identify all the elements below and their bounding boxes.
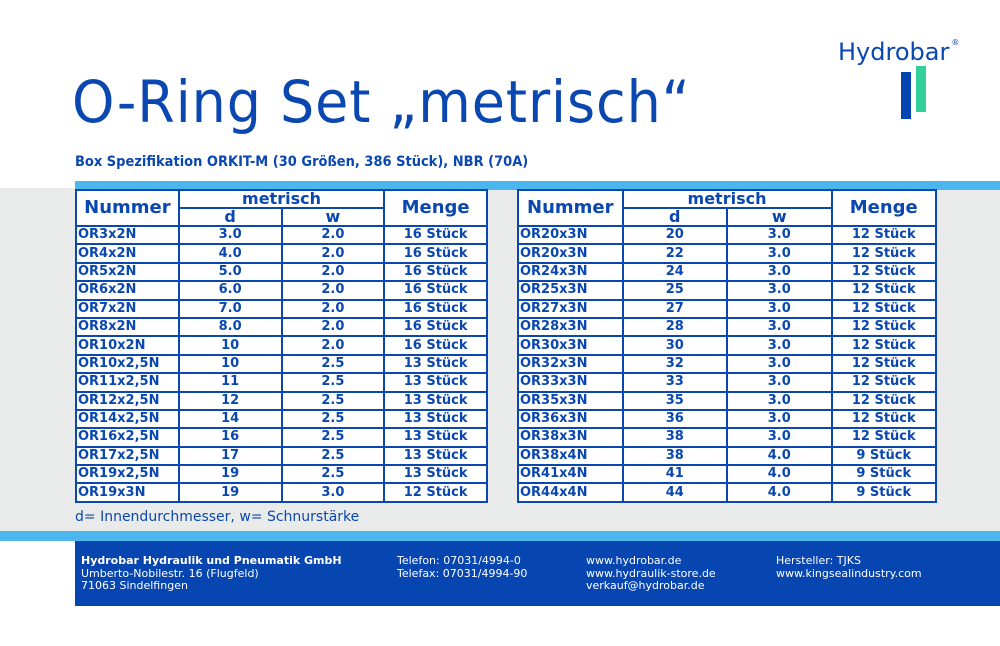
cell-d: 19: [179, 465, 282, 483]
logo-registered: ®: [951, 38, 960, 47]
cell-menge: 12 Stück: [832, 373, 937, 391]
cell-nummer: OR12x2,5N: [76, 392, 179, 410]
cell-d: 19: [179, 483, 282, 501]
cell-menge: 12 Stück: [832, 428, 937, 446]
table-row: [76, 447, 487, 465]
cell-nummer: OR19x2,5N: [76, 465, 179, 483]
cell-nummer: OR10x2N: [76, 336, 179, 354]
oring-table-right: [517, 189, 937, 503]
cell-w: 2.5: [282, 465, 385, 483]
cell-d: 30: [623, 336, 728, 354]
cell-w: 3.0: [727, 300, 832, 318]
table-row: [76, 428, 487, 446]
cell-menge: 13 Stück: [384, 428, 487, 446]
table-row: [76, 318, 487, 336]
oring-table-left: [75, 189, 488, 503]
legend-note: d= Innendurchmesser, w= Schnurstärke: [75, 509, 360, 525]
manufacturer: Hersteller: TJKS: [776, 554, 861, 567]
cell-d: 25: [623, 281, 728, 299]
cell-nummer: OR3x2N: [76, 226, 179, 244]
cell-nummer: OR38x3N: [518, 428, 623, 446]
cell-menge: 13 Stück: [384, 392, 487, 410]
cell-menge: 13 Stück: [384, 410, 487, 428]
page-title: O-Ring Set „metrisch“: [72, 68, 691, 136]
cell-w: 3.0: [727, 226, 832, 244]
cell-w: 3.0: [727, 373, 832, 391]
cell-nummer: OR4x2N: [76, 244, 179, 262]
cell-d: 6.0: [179, 281, 282, 299]
cell-w: 3.0: [727, 318, 832, 336]
cell-w: 4.0: [727, 483, 832, 501]
cell-nummer: OR30x3N: [518, 336, 623, 354]
fax: Telefax: 07031/4994-90: [397, 566, 528, 580]
table-row: [76, 226, 487, 244]
cell-w: 2.0: [282, 244, 385, 262]
cell-w: 3.0: [282, 483, 385, 501]
cell-menge: 12 Stück: [832, 318, 937, 336]
header-nummer: Nummer: [76, 190, 179, 226]
cell-menge: 12 Stück: [832, 410, 937, 428]
header-w: w: [727, 208, 832, 226]
cell-menge: 12 Stück: [832, 281, 937, 299]
manufacturer-link[interactable]: www.kingsealindustry.com: [776, 566, 922, 580]
cell-nummer: OR7x2N: [76, 300, 179, 318]
cell-menge: 12 Stück: [832, 392, 937, 410]
cell-nummer: OR41x4N: [518, 465, 623, 483]
cell-d: 10: [179, 336, 282, 354]
cell-nummer: OR17x2,5N: [76, 447, 179, 465]
cell-w: 2.5: [282, 428, 385, 446]
cell-w: 2.5: [282, 392, 385, 410]
table-row: [76, 373, 487, 391]
table-row: [518, 483, 936, 501]
cell-w: 3.0: [727, 336, 832, 354]
cell-menge: 9 Stück: [832, 465, 937, 483]
table-row: [76, 465, 487, 483]
table-row: [518, 244, 936, 262]
cell-w: 2.0: [282, 263, 385, 281]
cell-d: 4.0: [179, 244, 282, 262]
cell-d: 28: [623, 318, 728, 336]
cell-nummer: OR25x3N: [518, 281, 623, 299]
table-row: [518, 447, 936, 465]
cell-w: 3.0: [727, 355, 832, 373]
cell-d: 5.0: [179, 263, 282, 281]
cell-menge: 12 Stück: [832, 300, 937, 318]
table-row: [76, 410, 487, 428]
header-menge: Menge: [384, 190, 487, 226]
company-name: Hydrobar Hydraulik und Pneumatik GmbH: [81, 554, 342, 567]
cell-nummer: OR8x2N: [76, 318, 179, 336]
cell-w: 2.0: [282, 281, 385, 299]
cell-w: 2.0: [282, 318, 385, 336]
cell-nummer: OR44x4N: [518, 483, 623, 501]
table-row: [518, 263, 936, 281]
cell-w: 2.0: [282, 336, 385, 354]
cell-w: 3.0: [727, 428, 832, 446]
header-d: d: [179, 208, 282, 226]
cell-menge: 16 Stück: [384, 263, 487, 281]
table-row: [518, 300, 936, 318]
header-d: d: [623, 208, 728, 226]
cell-d: 7.0: [179, 300, 282, 318]
table-row: [76, 336, 487, 354]
table-row: [76, 281, 487, 299]
phone: Telefon: 07031/4994-0: [397, 554, 521, 567]
cell-nummer: OR10x2,5N: [76, 355, 179, 373]
header-nummer: Nummer: [518, 190, 623, 226]
cell-menge: 16 Stück: [384, 226, 487, 244]
cell-w: 2.5: [282, 373, 385, 391]
cell-w: 2.5: [282, 410, 385, 428]
cell-menge: 16 Stück: [384, 318, 487, 336]
cell-d: 3.0: [179, 226, 282, 244]
cell-w: 3.0: [727, 244, 832, 262]
cell-nummer: OR16x2,5N: [76, 428, 179, 446]
cell-d: 14: [179, 410, 282, 428]
table-row: [518, 465, 936, 483]
cell-nummer: OR6x2N: [76, 281, 179, 299]
header-metrisch: metrisch: [623, 190, 832, 208]
cell-d: 27: [623, 300, 728, 318]
table-row: [518, 392, 936, 410]
logo-wordmark: [838, 38, 959, 66]
cell-menge: 12 Stück: [832, 263, 937, 281]
cell-w: 2.0: [282, 226, 385, 244]
cell-nummer: OR19x3N: [76, 483, 179, 501]
cell-nummer: OR33x3N: [518, 373, 623, 391]
cell-menge: 12 Stück: [832, 355, 937, 373]
cell-menge: 13 Stück: [384, 373, 487, 391]
cell-nummer: OR20x3N: [518, 244, 623, 262]
cell-nummer: OR36x3N: [518, 410, 623, 428]
cell-d: 36: [623, 410, 728, 428]
cell-menge: 12 Stück: [832, 226, 937, 244]
cell-w: 2.5: [282, 355, 385, 373]
cell-w: 3.0: [727, 392, 832, 410]
cell-menge: 13 Stück: [384, 355, 487, 373]
cell-nummer: OR5x2N: [76, 263, 179, 281]
cell-menge: 12 Stück: [832, 336, 937, 354]
header-metrisch: metrisch: [179, 190, 385, 208]
cell-d: 24: [623, 263, 728, 281]
cell-w: 2.0: [282, 300, 385, 318]
cell-d: 44: [623, 483, 728, 501]
cell-menge: 16 Stück: [384, 300, 487, 318]
table-row: [518, 318, 936, 336]
footer: [75, 541, 1000, 606]
table-row: [76, 300, 487, 318]
header-menge: Menge: [832, 190, 937, 226]
cell-d: 17: [179, 447, 282, 465]
cell-nummer: OR24x3N: [518, 263, 623, 281]
cell-w: 3.0: [727, 281, 832, 299]
table-row: [76, 483, 487, 501]
cell-d: 8.0: [179, 318, 282, 336]
hydrobar-logo: [838, 38, 978, 123]
city: 71063 Sindelfingen: [81, 579, 188, 592]
cell-nummer: OR28x3N: [518, 318, 623, 336]
cell-menge: 13 Stück: [384, 465, 487, 483]
cell-nummer: OR20x3N: [518, 226, 623, 244]
subtitle: Box Spezifikation ORKIT-M (30 Größen, 386 Stück), NBR (70A): [75, 154, 529, 170]
cell-d: 20: [623, 226, 728, 244]
cell-d: 22: [623, 244, 728, 262]
cell-nummer: OR35x3N: [518, 392, 623, 410]
cell-d: 32: [623, 355, 728, 373]
cell-d: 33: [623, 373, 728, 391]
cell-nummer: OR11x2,5N: [76, 373, 179, 391]
table-row: [518, 226, 936, 244]
table-row: [76, 244, 487, 262]
cell-w: 2.5: [282, 447, 385, 465]
cell-d: 38: [623, 428, 728, 446]
cell-nummer: OR27x3N: [518, 300, 623, 318]
table-row: [518, 281, 936, 299]
logo-bar-blue: [901, 72, 911, 119]
cell-menge: 16 Stück: [384, 244, 487, 262]
cell-w: 3.0: [727, 410, 832, 428]
header-w: w: [282, 208, 385, 226]
table-row: [518, 355, 936, 373]
table-row: [76, 355, 487, 373]
table-row: [518, 373, 936, 391]
cell-d: 38: [623, 447, 728, 465]
table-row: [76, 263, 487, 281]
cell-d: 35: [623, 392, 728, 410]
store-link[interactable]: www.hydraulik-store.de: [586, 566, 716, 580]
logo-bar-green: [916, 66, 926, 112]
website-link[interactable]: www.hydrobar.de: [586, 554, 682, 567]
cell-w: 3.0: [727, 263, 832, 281]
logo-text: Hydrobar: [838, 38, 950, 66]
table-row: [518, 428, 936, 446]
email-link[interactable]: verkauf@hydrobar.de: [586, 579, 705, 592]
cell-d: 16: [179, 428, 282, 446]
cell-nummer: OR32x3N: [518, 355, 623, 373]
table-row: [518, 410, 936, 428]
cell-menge: 9 Stück: [832, 483, 937, 501]
cell-nummer: OR38x4N: [518, 447, 623, 465]
table-row: [76, 392, 487, 410]
cell-d: 41: [623, 465, 728, 483]
cell-nummer: OR14x2,5N: [76, 410, 179, 428]
cell-d: 10: [179, 355, 282, 373]
cell-menge: 13 Stück: [384, 447, 487, 465]
cell-menge: 12 Stück: [384, 483, 487, 501]
cell-w: 4.0: [727, 447, 832, 465]
cell-d: 12: [179, 392, 282, 410]
cell-menge: 9 Stück: [832, 447, 937, 465]
street: Umberto-Nobilestr. 16 (Flugfeld): [81, 566, 259, 580]
cell-w: 4.0: [727, 465, 832, 483]
accent-bar-bottom: [0, 531, 1000, 541]
cell-menge: 12 Stück: [832, 244, 937, 262]
cell-menge: 16 Stück: [384, 281, 487, 299]
cell-d: 11: [179, 373, 282, 391]
cell-menge: 16 Stück: [384, 336, 487, 354]
table-row: [518, 336, 936, 354]
